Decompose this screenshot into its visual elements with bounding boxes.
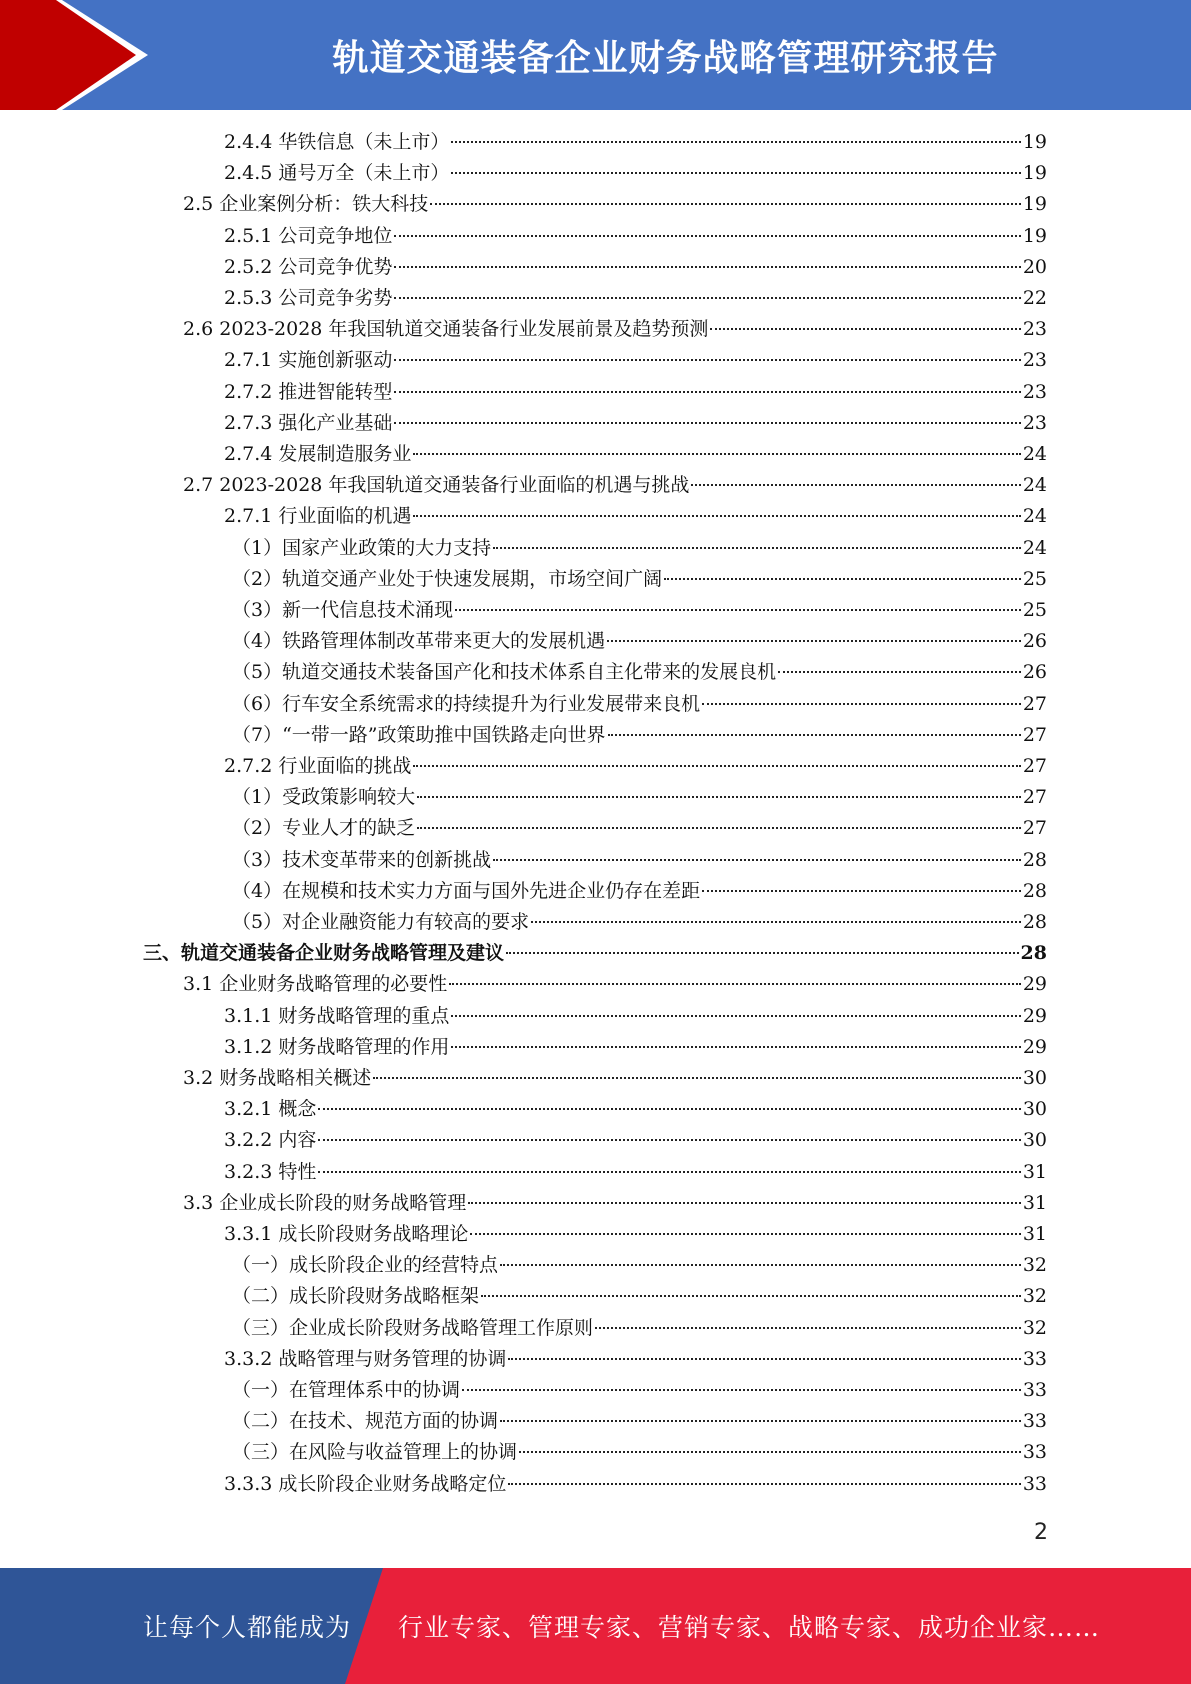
toc-dot-leader (455, 609, 1021, 611)
toc-entry-title: （三）企业成长阶段财务战略管理工作原则 (232, 1316, 594, 1339)
toc-entry-page: 28 (1022, 879, 1047, 902)
toc-entry[interactable] (232, 689, 1047, 720)
toc-entry-page: 27 (1022, 723, 1047, 746)
toc-entry-page: 28 (1022, 911, 1047, 933)
toc-entry[interactable] (224, 1344, 1047, 1375)
toc-entry-page: 31 (1022, 1191, 1047, 1214)
toc-entry[interactable] (224, 1125, 1047, 1156)
toc-entry-page: 19 (1022, 193, 1047, 216)
toc-entry[interactable] (224, 221, 1047, 252)
toc-entry[interactable] (224, 751, 1047, 782)
toc-entry[interactable] (143, 938, 1047, 969)
toc-entry[interactable] (183, 189, 1047, 220)
toc-entry-page: 27 (1022, 817, 1047, 840)
toc-entry-page: 32 (1022, 1316, 1047, 1339)
toc-entry-title: （4）铁路管理体制改革带来更大的发展机遇 (232, 630, 606, 653)
toc-entry-title: 2.7.2 行业面临的挑战 (224, 755, 412, 777)
toc-dot-leader (468, 1202, 1021, 1204)
toc-entry-page: 29 (1022, 1035, 1047, 1058)
toc-entry-title: （6）行车安全系统需求的持续提升为行业发展带来良机 (232, 692, 701, 715)
toc-dot-leader (506, 952, 1019, 954)
toc-dot-leader (394, 266, 1020, 268)
toc-dot-leader (451, 1046, 1020, 1048)
toc-entry[interactable] (232, 533, 1047, 564)
page-header (0, 0, 1191, 110)
toc-entry[interactable] (224, 158, 1047, 189)
toc-entry-title: 3.2.2 内容 (224, 1129, 317, 1152)
toc-entry[interactable] (224, 283, 1047, 314)
toc-entry-title: （3）新一代信息技术涌现 (232, 599, 454, 621)
toc-dot-leader (595, 1327, 1021, 1329)
toc-entry-page: 23 (1022, 411, 1047, 434)
toc-dot-leader (608, 734, 1021, 736)
toc-entry[interactable] (224, 1094, 1047, 1125)
toc-entry-title: 3.3.3 成长阶段企业财务战略定位 (224, 1472, 507, 1495)
toc-entry-page: 24 (1022, 443, 1047, 465)
toc-entry[interactable] (224, 1469, 1047, 1500)
toc-dot-leader (318, 1171, 1020, 1173)
toc-entry[interactable] (232, 813, 1047, 844)
document-title: 轨道交通装备企业财务战略管理研究报告 (332, 37, 999, 79)
toc-entry-title: 2.7.4 发展制造服务业 (224, 443, 412, 465)
toc-dot-leader (451, 172, 1020, 174)
toc-entry-title: （2）专业人才的缺乏 (232, 817, 416, 840)
toc-dot-leader (607, 640, 1021, 642)
toc-dot-leader (394, 422, 1020, 424)
toc-entry-page: 28 (1022, 848, 1047, 871)
toc-entry-page: 19 (1022, 162, 1047, 185)
toc-entry-title: 3.2 财务战略相关概述 (183, 1067, 372, 1089)
footer-slogan-right: 行业专家、管理专家、营销专家、战略专家、成功企业家…… (398, 1613, 1101, 1642)
toc-entry-title: 3.2.3 特性 (224, 1160, 317, 1183)
toc-dot-leader (710, 328, 1020, 330)
toc-entry-title: 2.5 企业案例分析：铁大科技 (183, 193, 429, 216)
toc-entry-title: 2.6 2023-2028 年我国轨道交通装备行业发展前景及趋势预测 (183, 318, 709, 341)
toc-entry-title: （1）国家产业政策的大力支持 (232, 536, 492, 559)
toc-entry-page: 19 (1022, 131, 1047, 153)
toc-dot-leader (664, 578, 1021, 580)
toc-dot-leader (470, 1233, 1020, 1235)
toc-entry[interactable] (224, 1032, 1047, 1063)
toc-dot-leader (394, 235, 1020, 237)
toc-entry-page: 19 (1022, 224, 1047, 247)
toc-dot-leader (531, 921, 1021, 923)
toc-entry-page: 30 (1022, 1067, 1047, 1089)
toc-entry[interactable] (232, 1375, 1047, 1406)
toc-entry[interactable] (232, 657, 1047, 688)
toc-entry-page: 31 (1022, 1223, 1047, 1245)
toc-entry[interactable] (224, 501, 1047, 532)
toc-entry-page: 30 (1022, 1098, 1047, 1121)
toc-entry-page: 25 (1022, 567, 1047, 590)
page-footer (0, 1568, 1191, 1684)
toc-entry-title: （三）在风险与收益管理上的协调 (232, 1441, 518, 1464)
toc-entry[interactable] (232, 564, 1047, 595)
toc-entry-page: 24 (1022, 474, 1047, 497)
toc-entry[interactable] (224, 1157, 1047, 1188)
toc-entry-title: （二）在技术、规范方面的协调 (232, 1410, 499, 1433)
toc-dot-leader (481, 1295, 1021, 1297)
toc-entry-page: 33 (1022, 1410, 1047, 1433)
header-chevron-icon (0, 0, 160, 110)
toc-entry-page: 25 (1022, 599, 1047, 621)
toc-entry-page: 27 (1022, 692, 1047, 715)
toc-entry[interactable] (183, 314, 1047, 345)
toc-dot-leader (413, 453, 1020, 455)
toc-entry-page: 32 (1022, 1254, 1047, 1277)
toc-entry-page: 29 (1022, 973, 1047, 996)
toc-entry-title: 2.7.3 强化产业基础 (224, 411, 393, 434)
toc-entry-page: 33 (1022, 1379, 1047, 1401)
toc-entry-title: （二）成长阶段财务战略框架 (232, 1285, 480, 1308)
toc-dot-leader (373, 1077, 1021, 1079)
toc-dot-leader (508, 1358, 1020, 1360)
toc-entry[interactable] (232, 1313, 1047, 1344)
toc-dot-leader (449, 983, 1021, 985)
toc-entry-title: 3.1.2 财务战略管理的作用 (224, 1035, 450, 1058)
toc-dot-leader (417, 796, 1021, 798)
toc-dot-leader (451, 1015, 1020, 1017)
toc-dot-leader (493, 547, 1021, 549)
toc-entry-title: 3.3 企业成长阶段的财务战略管理 (183, 1191, 467, 1214)
toc-entry-title: 3.3.2 战略管理与财务管理的协调 (224, 1347, 507, 1370)
toc-entry-title: （3）技术变革带来的创新挑战 (232, 848, 492, 871)
toc-entry[interactable] (224, 127, 1047, 158)
toc-entry-title: 3.2.1 概念 (224, 1098, 317, 1121)
toc-entry-title: 2.7.2 推进智能转型 (224, 380, 393, 403)
toc-dot-leader (318, 1139, 1020, 1141)
toc-entry-page: 23 (1022, 318, 1047, 341)
toc-entry-page: 24 (1022, 536, 1047, 559)
toc-dot-leader (318, 1108, 1020, 1110)
toc-dot-leader (462, 1389, 1021, 1391)
footer-slogan-left: 让每个人都能成为 (143, 1613, 352, 1642)
toc-entry-page: 33 (1022, 1347, 1047, 1370)
toc-dot-leader (394, 391, 1020, 393)
toc-entry-title: （2）轨道交通产业处于快速发展期，市场空间广阔 (232, 567, 663, 590)
toc-entry-page: 26 (1022, 630, 1047, 653)
toc-dot-leader (451, 141, 1020, 143)
toc-entry[interactable] (232, 595, 1047, 626)
toc-entry[interactable] (224, 408, 1047, 439)
toc-entry-title: （1）受政策影响较大 (232, 786, 416, 809)
toc-entry-page: 20 (1022, 255, 1047, 278)
toc-entry-page: 30 (1022, 1129, 1047, 1152)
toc-entry-page: 24 (1022, 505, 1047, 528)
toc-entry-title: 2.7.1 实施创新驱动 (224, 349, 393, 372)
toc-entry[interactable] (232, 1281, 1047, 1312)
toc-entry[interactable] (232, 1437, 1047, 1468)
toc-dot-leader (413, 515, 1020, 517)
toc-entry-page: 29 (1022, 1004, 1047, 1027)
toc-entry[interactable] (232, 1250, 1047, 1281)
toc-dot-leader (430, 203, 1021, 205)
toc-entry-title: （5）对企业融资能力有较高的要求 (232, 911, 530, 933)
toc-entry[interactable] (232, 876, 1047, 907)
toc-entry[interactable] (224, 1219, 1047, 1250)
toc-entry-page: 26 (1022, 661, 1047, 684)
toc-entry-title: （4）在规模和技术实力方面与国外先进企业仍存在差距 (232, 879, 701, 902)
toc-dot-leader (417, 827, 1021, 829)
toc-entry-page: 33 (1022, 1441, 1047, 1464)
toc-entry-title: （一）在管理体系中的协调 (232, 1379, 461, 1401)
toc-dot-leader (493, 859, 1021, 861)
toc-entry[interactable] (224, 439, 1047, 470)
toc-dot-leader (702, 703, 1021, 705)
toc-entry-page: 27 (1022, 755, 1047, 777)
toc-entry-title: 三、轨道交通装备企业财务战略管理及建议 (143, 942, 505, 965)
toc-entry[interactable] (224, 377, 1047, 408)
toc-entry[interactable] (232, 782, 1047, 813)
toc-entry-page: 23 (1022, 349, 1047, 372)
toc-entry-title: 2.5.1 公司竞争地位 (224, 224, 393, 247)
toc-entry[interactable] (232, 626, 1047, 657)
toc-entry-page: 28 (1020, 942, 1047, 965)
toc-entry[interactable] (183, 1188, 1047, 1219)
toc-dot-leader (500, 1420, 1021, 1422)
toc-entry[interactable] (232, 1406, 1047, 1437)
toc-dot-leader (500, 1264, 1021, 1266)
toc-entry-title: 2.7.1 行业面临的机遇 (224, 505, 412, 528)
toc-entry[interactable] (224, 252, 1047, 283)
toc-entry[interactable] (232, 845, 1047, 876)
toc-entry-title: 2.7 2023-2028 年我国轨道交通装备行业面临的机遇与挑战 (183, 474, 690, 497)
toc-entry-title: 2.4.4 华铁信息（未上市） (224, 131, 450, 153)
toc-entry-page: 33 (1022, 1472, 1047, 1495)
toc-entry[interactable] (183, 969, 1047, 1000)
toc-dot-leader (394, 359, 1020, 361)
toc-dot-leader (413, 765, 1020, 767)
toc-entry-page: 22 (1022, 287, 1047, 309)
toc-entry-title: 3.3.1 成长阶段财务战略理论 (224, 1223, 469, 1245)
toc-entry[interactable] (183, 1063, 1047, 1094)
toc-entry-title: （7）“一带一路”政策助推中国铁路走向世界 (232, 723, 606, 746)
toc-dot-leader (702, 890, 1021, 892)
toc-dot-leader (394, 297, 1020, 299)
toc-entry-page: 23 (1022, 380, 1047, 403)
page-number: 2 (1034, 1520, 1048, 1545)
toc-dot-leader (778, 671, 1021, 673)
toc-entry-title: （一）成长阶段企业的经营特点 (232, 1254, 499, 1277)
toc-entry[interactable] (232, 907, 1047, 938)
toc-entry[interactable] (183, 470, 1047, 501)
toc-entry-page: 32 (1022, 1285, 1047, 1308)
toc-entry-title: 3.1.1 财务战略管理的重点 (224, 1004, 450, 1027)
toc-entry-title: 2.5.2 公司竞争优势 (224, 255, 393, 278)
toc-entry[interactable] (232, 720, 1047, 751)
toc-dot-leader (519, 1451, 1021, 1453)
toc-dot-leader (508, 1483, 1020, 1485)
toc-entry-title: 3.1 企业财务战略管理的必要性 (183, 973, 448, 996)
toc-entry-page: 27 (1022, 786, 1047, 809)
toc-dot-leader (691, 484, 1020, 486)
toc-entry-title: （5）轨道交通技术装备国产化和技术体系自主化带来的发展良机 (232, 661, 777, 684)
toc-entry[interactable] (224, 345, 1047, 376)
toc-entry-title: 2.4.5 通号万全（未上市） (224, 162, 450, 185)
toc-entry-page: 31 (1022, 1160, 1047, 1183)
toc-entry-title: 2.5.3 公司竞争劣势 (224, 287, 393, 309)
toc-entry[interactable] (224, 1001, 1047, 1032)
